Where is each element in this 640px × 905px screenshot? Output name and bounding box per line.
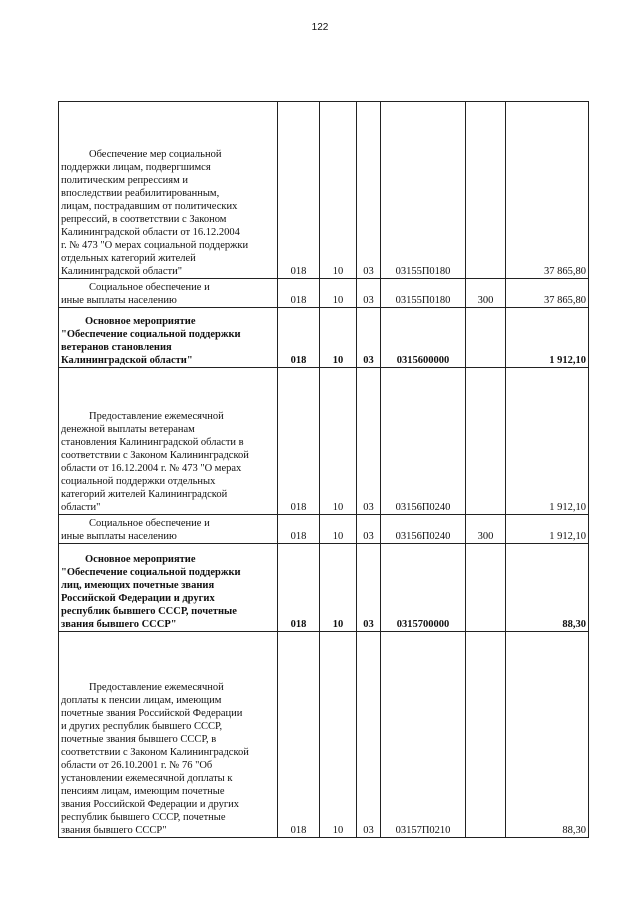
expense-type-code: 300 — [466, 515, 506, 544]
target-code: 03155П0180 — [381, 279, 466, 308]
amount: 37 865,80 — [506, 279, 589, 308]
amount: 1 912,10 — [506, 308, 589, 368]
ministry-code: 018 — [278, 102, 320, 279]
section-code: 10 — [320, 368, 357, 515]
amount: 1 912,10 — [506, 368, 589, 515]
section-code: 10 — [320, 102, 357, 279]
subsection-code: 03 — [357, 308, 381, 368]
amount: 37 865,80 — [506, 102, 589, 279]
row-name: Социальное обеспечение и иные выплаты населению — [59, 279, 278, 308]
row-name: Основное мероприятие "Обеспечение социальной поддержки лиц, имеющих почетные звания Российской Федерации и других республик бывшего СССР, почетные звания бывшего СССР" — [59, 544, 278, 632]
row-name: Предоставление ежемесячной денежной выплаты ветеранам становления Калининградской области в соответствии с Законом Калининградской области от 16.12.2004 г. № 473 "О мерах социальной поддержки отдельных категорий жителей Калининградской области" — [59, 368, 278, 515]
target-code: 03156П0240 — [381, 515, 466, 544]
amount: 88,30 — [506, 544, 589, 632]
ministry-code: 018 — [278, 515, 320, 544]
row-name: Обеспечение мер социальной поддержки лицам, подвергшимся политическим репрессиям и впоследствии реабилитированным, лицам, пострадавшим от политических репрессий, в соответствии с Законом Калининградской области от 16.12.2004 г. № 473 "О мерах социальной поддержки отдельных категорий жителей Калининградской области" — [59, 102, 278, 279]
table-row — [59, 368, 589, 515]
section-code: 10 — [320, 515, 357, 544]
table-row — [59, 102, 589, 279]
ministry-code: 018 — [278, 279, 320, 308]
expense-type-code — [466, 308, 506, 368]
expense-type-code — [466, 632, 506, 838]
table-row — [59, 632, 589, 838]
expense-type-code: 300 — [466, 279, 506, 308]
row-name: Социальное обеспечение и иные выплаты населению — [59, 515, 278, 544]
budget-table — [58, 101, 589, 838]
subsection-code: 03 — [357, 632, 381, 838]
subsection-code: 03 — [357, 368, 381, 515]
expense-type-code — [466, 368, 506, 515]
table-row — [59, 279, 589, 308]
target-code: 03157П0210 — [381, 632, 466, 838]
table-row — [59, 544, 589, 632]
section-code: 10 — [320, 279, 357, 308]
table-row — [59, 308, 589, 368]
amount: 1 912,10 — [506, 515, 589, 544]
section-code: 10 — [320, 544, 357, 632]
row-name: Предоставление ежемесячной доплаты к пенсии лицам, имеющим почетные звания Российской Федерации и других республик бывшего СССР, почетные звания бывшего СССР, в соответствии с Законом Калининградской области от 26.10.2001 г. № 76 "Об установлении ежемесячной доплаты к пенсиям лицам, имеющим почетные звания Российской Федерации и других республик бывшего СССР, почетные звания бывшего СССР" — [59, 632, 278, 838]
subsection-code: 03 — [357, 279, 381, 308]
subsection-code: 03 — [357, 544, 381, 632]
expense-type-code — [466, 102, 506, 279]
page-number: 122 — [311, 22, 329, 33]
section-code: 10 — [320, 632, 357, 838]
expense-type-code — [466, 544, 506, 632]
target-code: 03156П0240 — [381, 368, 466, 515]
amount: 88,30 — [506, 632, 589, 838]
ministry-code: 018 — [278, 368, 320, 515]
row-name: Основное мероприятие "Обеспечение социальной поддержки ветеранов становления Калининградской области" — [59, 308, 278, 368]
target-code: 03155П0180 — [381, 102, 466, 279]
ministry-code: 018 — [278, 308, 320, 368]
section-code: 10 — [320, 308, 357, 368]
table-row — [59, 515, 589, 544]
ministry-code: 018 — [278, 632, 320, 838]
subsection-code: 03 — [357, 515, 381, 544]
target-code: 0315600000 — [381, 308, 466, 368]
target-code: 0315700000 — [381, 544, 466, 632]
subsection-code: 03 — [357, 102, 381, 279]
ministry-code: 018 — [278, 544, 320, 632]
